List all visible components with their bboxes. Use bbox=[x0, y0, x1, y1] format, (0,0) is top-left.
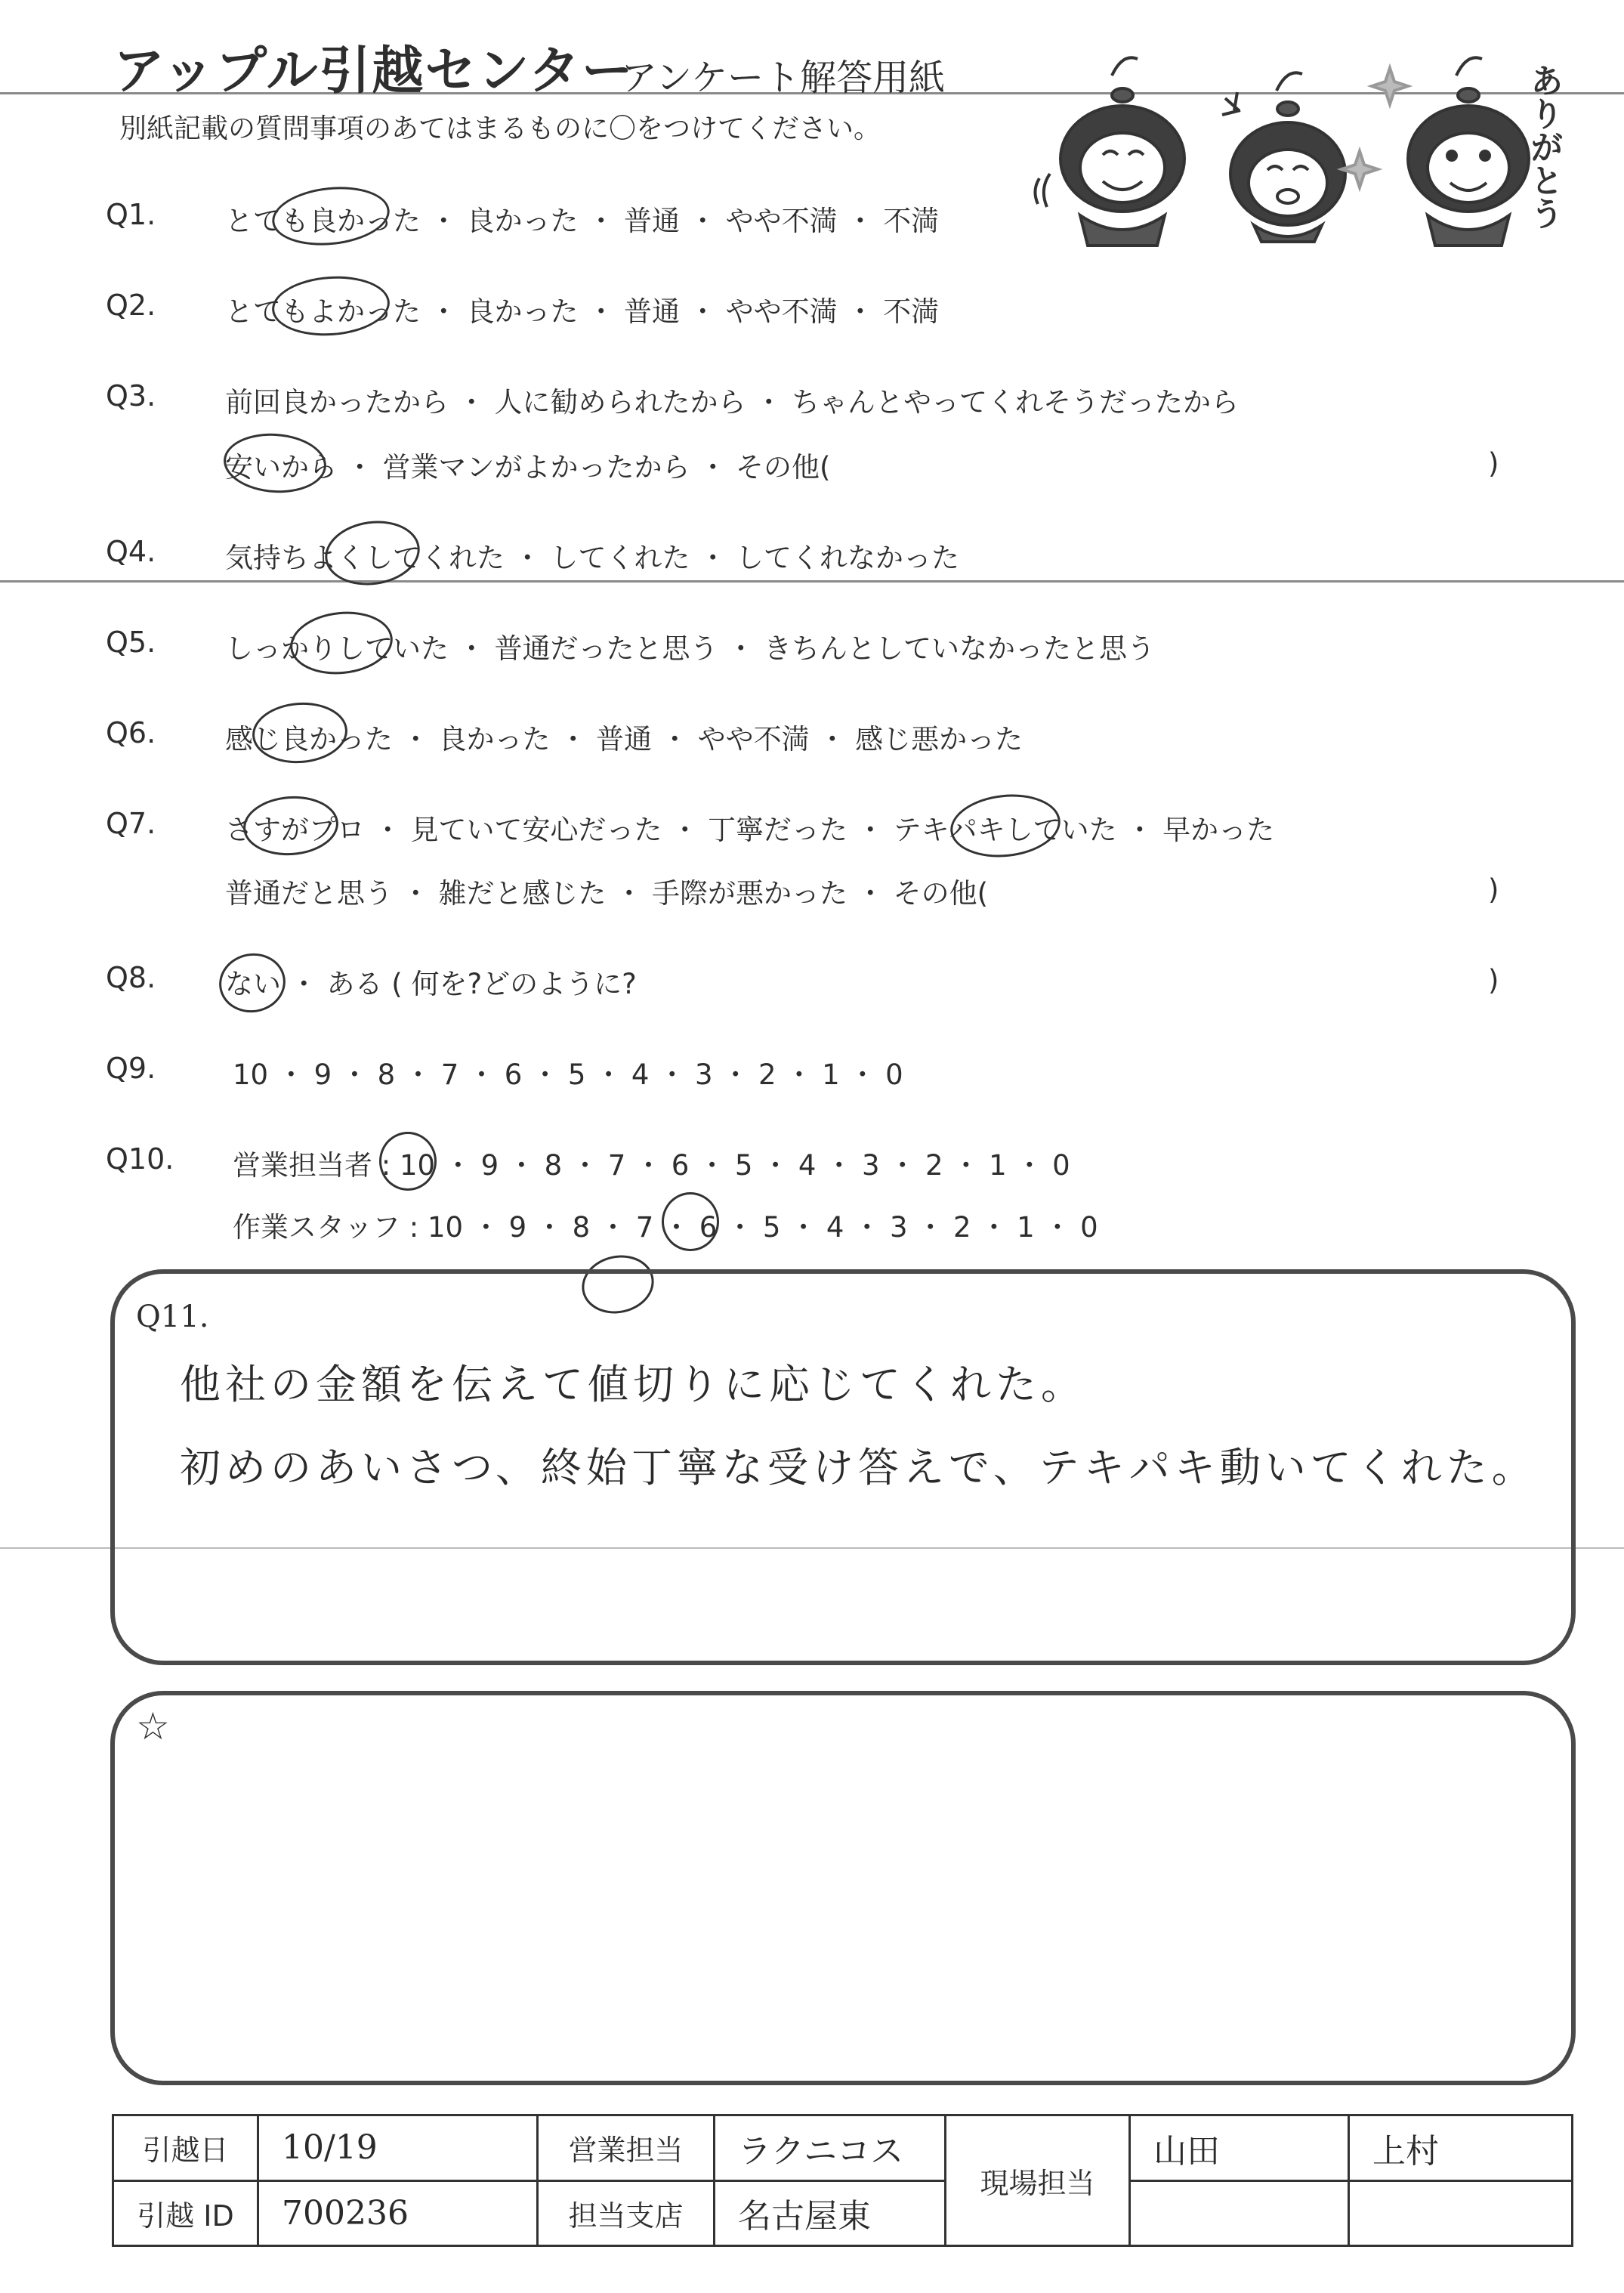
question-options[interactable]: 作業スタッフ : 10 ・ 9 ・ 8 ・ 7 ・ 6 ・ 5 ・ 4 ・ 3 ・ 2 ・ 1 ・ 0 bbox=[233, 1211, 1098, 1244]
answer-circle bbox=[221, 430, 328, 496]
close-paren: ) bbox=[1488, 873, 1499, 906]
question-options[interactable]: 安いから ・ 営業マンがよかったから ・ その他( bbox=[225, 451, 831, 484]
sales-rep-label: 営業担当 bbox=[538, 2115, 715, 2181]
move-id-label: 引越 ID bbox=[113, 2180, 258, 2246]
question-number: Q1. bbox=[106, 198, 156, 231]
question-options[interactable]: 前回良かったから ・ 人に勧められたから ・ ちゃんとやってくれそうだったから bbox=[225, 386, 1240, 419]
answer-circle bbox=[287, 607, 396, 679]
q11-answer-line: 他社の金額を伝えて値切りに応じてくれた。 bbox=[180, 1361, 1086, 1408]
star-icon: ☆ bbox=[136, 1704, 170, 1748]
question-number: Q10. bbox=[106, 1142, 174, 1176]
site-staff-2: 上村 bbox=[1349, 2115, 1573, 2181]
sales-rep-value: ラクニコス bbox=[715, 2115, 946, 2181]
question-number: Q5. bbox=[106, 626, 156, 659]
company-title: アップル引越センター bbox=[113, 42, 634, 101]
monkey-mascot-illustration bbox=[1027, 45, 1556, 249]
answer-circle bbox=[269, 181, 392, 251]
q11-label: Q11. bbox=[136, 1299, 209, 1334]
question-number: Q2. bbox=[106, 289, 156, 322]
answer-circle bbox=[379, 1132, 437, 1191]
question-options[interactable]: とてもよかった ・ 良かった ・ 普通 ・ やや不満 ・ 不満 bbox=[225, 295, 940, 328]
branch-value: 名古屋東 bbox=[715, 2180, 946, 2246]
question-number: Q4. bbox=[106, 535, 156, 568]
question-number: Q7. bbox=[106, 807, 156, 840]
scan-line bbox=[0, 580, 1624, 583]
form-subtitle: アンケート解答用紙 bbox=[621, 57, 946, 99]
site-staff-empty-cell bbox=[1349, 2180, 1573, 2246]
answer-circle bbox=[947, 790, 1064, 863]
question-options[interactable]: しっかりしていた ・ 普通だったと思う ・ きちんとしていなかったと思う bbox=[225, 632, 1156, 665]
footer-info-table bbox=[112, 2114, 1573, 2247]
answer-circle bbox=[215, 948, 290, 1018]
instruction-text: 別紙記載の質問事項のあてはまるものに〇をつけてください。 bbox=[119, 113, 881, 144]
site-staff-label: 現場担当 bbox=[946, 2115, 1130, 2246]
question-number: Q3. bbox=[106, 379, 156, 413]
answer-circle bbox=[662, 1192, 719, 1251]
site-staff-empty-cell bbox=[1130, 2180, 1349, 2246]
thanks-text: ありがとう bbox=[1524, 63, 1563, 230]
question-options[interactable]: さすがプロ ・ 見ていて安心だった ・ 丁寧だった ・ テキパキしていた ・ 早かった bbox=[225, 814, 1275, 846]
question-options[interactable]: 10 ・ 9 ・ 8 ・ 7 ・ 6 ・ 5 ・ 4 ・ 3 ・ 2 ・ 1 ・ 0 bbox=[233, 1058, 903, 1091]
answer-circle bbox=[241, 793, 340, 859]
question-options[interactable]: 普通だと思う ・ 雑だと感じた ・ 手際が悪かった ・ その他( bbox=[225, 877, 989, 910]
question-options[interactable]: 感じ良かった ・ 良かった ・ 普通 ・ やや不満 ・ 感じ悪かった bbox=[225, 723, 1023, 756]
question-number: Q6. bbox=[106, 716, 156, 749]
q11-answer-line: 初めのあいさつ、終始丁寧な受け答えで、テキパキ動いてくれた。 bbox=[180, 1444, 1537, 1491]
star-comment-box bbox=[110, 1691, 1576, 2085]
answer-circle bbox=[270, 273, 391, 340]
question-options[interactable]: 気持ちよくしてくれた ・ してくれた ・ してくれなかった bbox=[225, 542, 960, 574]
question-number: Q9. bbox=[106, 1052, 156, 1085]
move-id-value: 700236 bbox=[258, 2180, 538, 2246]
question-number: Q8. bbox=[106, 961, 156, 994]
question-options[interactable]: 営業担当者 : 10 ・ 9 ・ 8 ・ 7 ・ 6 ・ 5 ・ 4 ・ 3 ・ 2 ・ 1 ・ 0 bbox=[233, 1149, 1070, 1182]
branch-label: 担当支店 bbox=[538, 2180, 715, 2246]
close-paren: ) bbox=[1488, 964, 1499, 997]
question-options[interactable]: とても良かった ・ 良かった ・ 普通 ・ やや不満 ・ 不満 bbox=[225, 205, 940, 237]
move-date-value: 10/19 bbox=[258, 2115, 538, 2181]
move-date-label: 引越日 bbox=[113, 2115, 258, 2181]
site-staff-1: 山田 bbox=[1130, 2115, 1349, 2181]
question-options[interactable]: ない ・ ある ( 何を?どのように? bbox=[225, 968, 637, 1000]
close-paren: ) bbox=[1488, 447, 1499, 480]
